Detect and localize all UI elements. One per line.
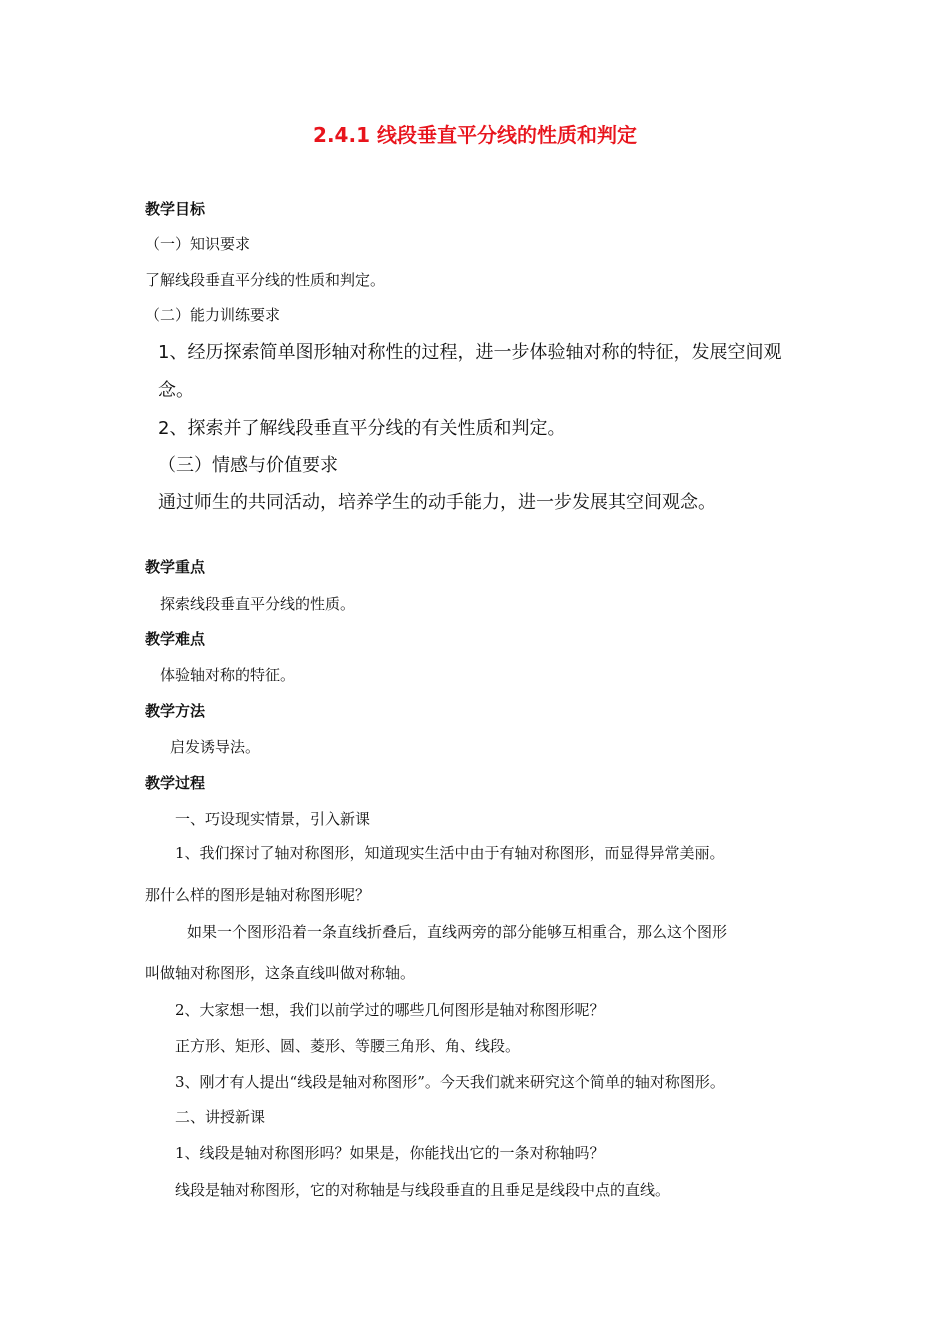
method-heading: 教学方法 xyxy=(145,702,206,720)
method-text: 启发诱导法。 xyxy=(170,738,261,756)
focus-text: 探索线段垂直平分线的性质。 xyxy=(160,595,356,613)
paragraph-5: 3、刚才有人提出“线段是轴对称图形”。今天我们就来研究这个简单的轴对称图形。 xyxy=(175,1073,725,1091)
knowledge-heading: （一）知识要求 xyxy=(145,235,251,253)
ability-heading: （二）能力训练要求 xyxy=(145,306,281,324)
focus-heading: 教学重点 xyxy=(145,558,206,576)
section-1-title: 一、巧设现实情景，引入新课 xyxy=(175,810,371,828)
paragraph-3: 2、大家想一想，我们以前学过的哪些几何图形是轴对称图形呢？ xyxy=(175,1001,605,1019)
objectives-heading: 教学目标 xyxy=(145,200,206,218)
paragraph-1-line-1: 1、我们探讨了轴对称图形，知道现实生活中由于有轴对称图形，而显得异常美丽。 xyxy=(175,844,725,862)
paragraph-1-line-2: 那什么样的图形是轴对称图形呢？ xyxy=(145,886,371,904)
document-title: 2.4.1 线段垂直平分线的性质和判定 xyxy=(313,123,637,147)
paragraph-2-line-2: 叫做轴对称图形，这条直线叫做对称轴。 xyxy=(145,964,416,982)
paragraph-2-line-1: 如果一个图形沿着一条直线折叠后，直线两旁的部分能够互相重合，那么这个图形 xyxy=(187,923,728,941)
difficulty-text: 体验轴对称的特征。 xyxy=(160,666,296,684)
ability-item-1-line-1: 1、经历探索简单图形轴对称性的过程，进一步体验轴对称的特征，发展空间观 xyxy=(158,342,782,363)
difficulty-heading: 教学难点 xyxy=(145,630,206,648)
knowledge-text: 了解线段垂直平分线的性质和判定。 xyxy=(145,271,386,289)
paragraph-4: 正方形、矩形、圆、菱形、等腰三角形、角、线段。 xyxy=(175,1037,521,1055)
process-heading: 教学过程 xyxy=(145,774,206,792)
emotion-text: 通过师生的共同活动，培养学生的动手能力，进一步发展其空间观念。 xyxy=(158,492,716,513)
emotion-heading: （三）情感与价值要求 xyxy=(158,455,338,476)
section-2-title: 二、讲授新课 xyxy=(175,1108,266,1126)
ability-item-2: 2、探索并了解线段垂直平分线的有关性质和判定。 xyxy=(158,418,566,439)
paragraph-7: 线段是轴对称图形，它的对称轴是与线段垂直的且垂足是线段中点的直线。 xyxy=(175,1181,671,1199)
ability-item-1-line-2: 念。 xyxy=(158,380,194,401)
paragraph-6: 1、线段是轴对称图形吗？如果是，你能找出它的一条对称轴吗？ xyxy=(175,1144,605,1162)
